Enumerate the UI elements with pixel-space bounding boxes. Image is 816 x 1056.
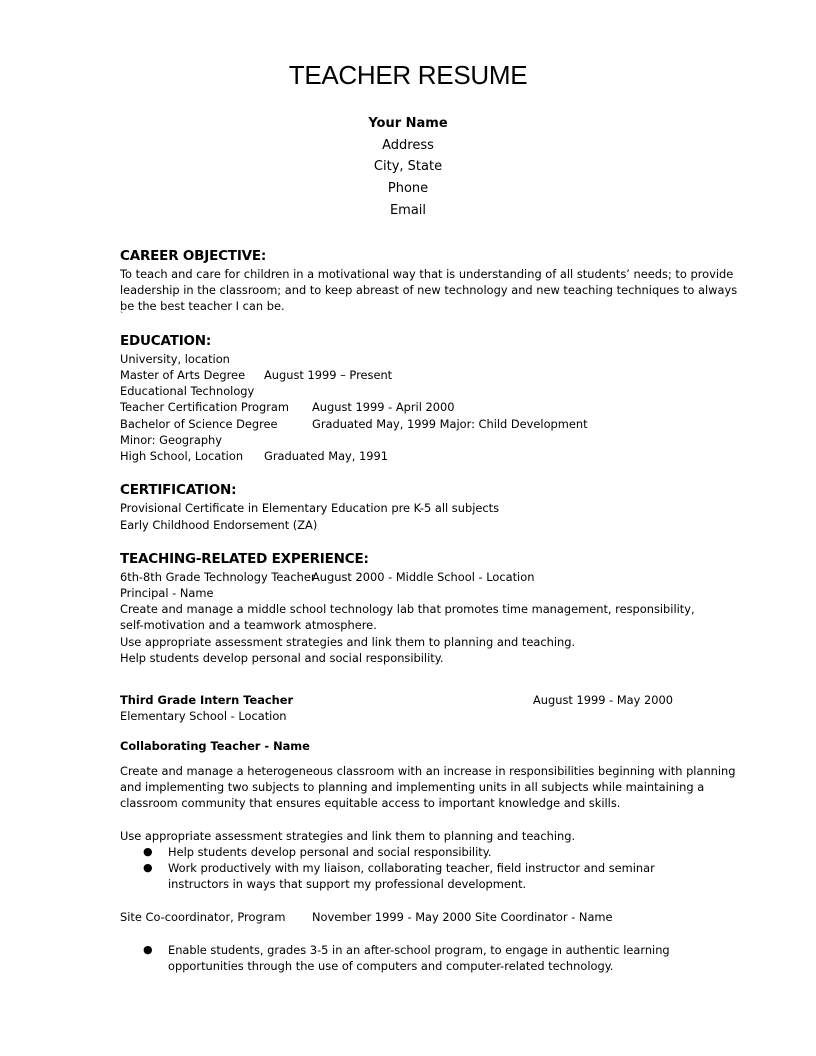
education-date: August 1999 – Present: [264, 368, 393, 382]
job-detail: Help students develop personal and social responsibility.: [120, 651, 444, 665]
certification-line: Provisional Certificate in Elementary Education pre K-5 all subjects: [120, 501, 500, 515]
job-role: Third Grade Intern Teacher: [120, 693, 294, 707]
education-row: Teacher Certification Program: [120, 400, 289, 414]
education-row: Minor: Geography: [120, 433, 223, 447]
job-dates: November 1999 - May 2000 Site Coordinator - Name: [312, 910, 613, 924]
experience-heading: TEACHING-RELATED EXPERIENCE:: [120, 551, 369, 567]
education-date: August 1999 - April 2000: [312, 400, 455, 414]
stray-mark: `: [120, 311, 124, 320]
job-dates: August 2000 - Middle School - Location: [312, 570, 535, 584]
education-date: Graduated May, 1999 Major: Child Development: [312, 417, 588, 431]
job-detail: Create and manage a middle school technology lab that promotes time management, responsibility,: [120, 602, 695, 616]
contact-address: Address: [382, 138, 434, 153]
job-dates: August 1999 - May 2000: [533, 693, 673, 707]
bullet-text: Enable students, grades 3-5 in an after-school program, to engage in authentic learning opportunities through the use of computers and computer-related technology.: [168, 943, 670, 974]
job-detail: and implementing two subjects to planning and implementing units in all subjects while maintaining a: [120, 780, 705, 794]
job-school: Elementary School - Location: [120, 709, 287, 723]
job-detail: self-motivation and a teamwork atmosphere.: [120, 618, 377, 632]
education-row: University, location: [120, 352, 230, 366]
job-detail: Create and manage a heterogeneous classroom with an increase in responsibilities beginning with planning: [120, 764, 736, 778]
education-row: Bachelor of Science Degree: [120, 417, 278, 431]
certification-heading: CERTIFICATION:: [120, 482, 237, 498]
job-role: 6th-8th Grade Technology Teacher: [120, 570, 316, 584]
bullet-icon: ●: [143, 861, 153, 874]
job-detail: Use appropriate assessment strategies and link them to planning and teaching.: [120, 635, 576, 649]
education-row: Master of Arts Degree: [120, 368, 246, 382]
job-principal: Principal - Name: [120, 586, 214, 600]
job-collaborating-teacher: Collaborating Teacher - Name: [120, 739, 310, 753]
career-objective-heading: CAREER OBJECTIVE:: [120, 248, 267, 264]
objective-line: To teach and care for children in a motivational way that is understanding of all students’ needs; to provide: [120, 267, 734, 281]
contact-city-state: City, State: [373, 159, 443, 174]
education-heading: EDUCATION:: [120, 333, 212, 349]
contact-phone: Phone: [387, 181, 429, 196]
bullet-icon: ●: [143, 845, 153, 858]
education-row: Educational Technology: [120, 384, 255, 398]
bullet-text: Work productively with my liaison, collaborating teacher, field instructor and seminar instructors in ways that support my professional development.: [168, 861, 655, 892]
job-detail: Use appropriate assessment strategies and link them to planning and teaching.: [120, 829, 576, 843]
job-role: Site Co-coordinator, Program: [120, 910, 286, 924]
objective-line: leadership in the classroom; and to keep abreast of new technology and new teaching techniques to always: [120, 283, 738, 297]
bullet-icon: ●: [143, 943, 153, 956]
contact-name: Your Name: [368, 116, 448, 131]
certification-line: Early Childhood Endorsement (ZA): [120, 518, 318, 532]
contact-email: Email: [389, 203, 427, 218]
education-date: Graduated May, 1991: [264, 449, 389, 463]
objective-line: be the best teacher I can be.: [120, 299, 285, 313]
page-title: TEACHER RESUME: [288, 60, 528, 90]
education-row: High School, Location: [120, 449, 244, 463]
job-detail: classroom community that ensures equitable access to important knowledge and skills.: [120, 796, 621, 810]
bullet-text: Help students develop personal and social responsibility.: [168, 845, 492, 859]
